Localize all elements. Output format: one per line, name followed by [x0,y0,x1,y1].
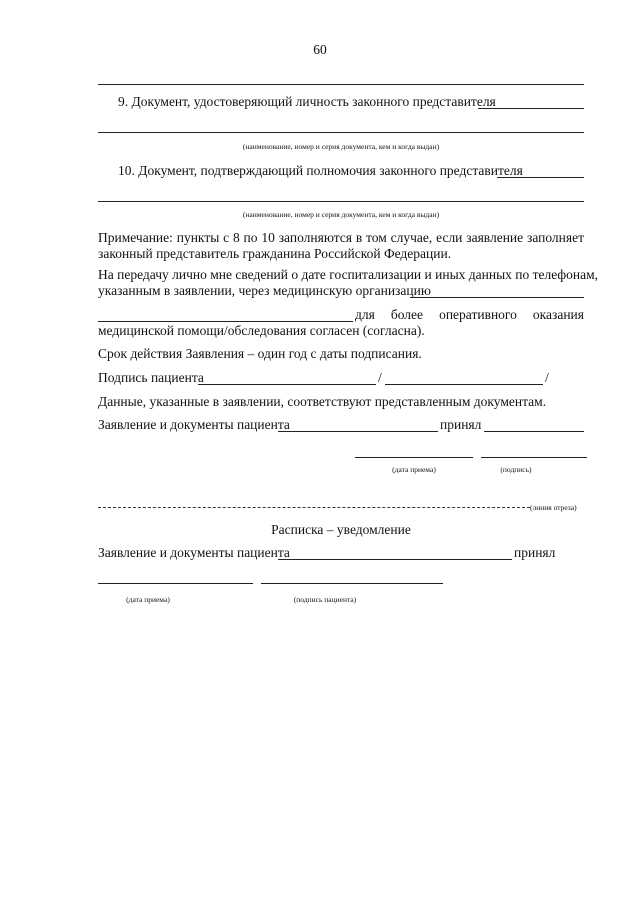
consent-line4: медицинской помощи/обследования согласен (согласна). [98,323,425,338]
cut-line [98,507,530,508]
data-match-text: Данные, указанные в заявлении, соответствуют представленным документам. [98,394,547,409]
signature-slash-1: / [378,370,382,385]
item9-hint: (наименование, номер и серия документа, кем и когда выдан) [242,142,440,151]
note-line1: Примечание: пункты с 8 по 10 заполняются в том случае, если заявление заполняет [98,230,584,245]
consent-line2: указанным в заявлении, через медицинскую организацию [98,283,431,298]
receipt-accepted-label: принял [514,545,556,560]
patient-name-field[interactable] [385,384,543,385]
receipt-signature-hint: (подпись пациента) [293,595,357,604]
cut-line-label: (линия отреза) [530,503,577,512]
item10-label: 10. Документ, подтверждающий полномочия законного представителя [118,163,523,178]
docs-label: Заявление и документы пациента [98,417,290,432]
receipt-docs-field[interactable] [278,559,512,560]
item10-hint: (наименование, номер и серия документа, кем и когда выдан) [242,210,440,219]
consent-line3: для более оперативного оказания [355,307,584,322]
note-line2: законный представитель гражданина Российской Федерации. [98,246,452,261]
item9-field[interactable] [478,108,584,109]
medical-org-field-line2[interactable] [98,321,353,322]
accepted-label: принял [440,417,482,432]
receipt-date-hint: (дата приема) [126,595,170,604]
docs-field[interactable] [278,431,438,432]
receipt-date-field[interactable] [98,583,253,584]
item10-field-line2[interactable] [98,201,584,202]
consent-line1: На передачу лично мне сведений о дате госпитализации и иных данных по телефонам, [98,267,599,282]
receipt-patient-signature-field[interactable] [261,583,443,584]
patient-signature-field[interactable] [198,384,376,385]
patient-signature-label: Подпись пациента [98,370,204,385]
validity-text: Срок действия Заявления – один год с даты подписания. [98,346,422,361]
signature-slash-2: / [545,370,549,385]
item10-field[interactable] [497,177,584,178]
signature-hint: (подпись) [500,465,532,474]
receipt-title: Расписка – уведомление [271,522,411,537]
accepted-by-field[interactable] [484,431,584,432]
accept-signature-field[interactable] [481,457,587,458]
date-hint: (дата приема) [392,465,436,474]
top-line [98,84,584,85]
receipt-docs-label: Заявление и документы пациента [98,545,290,560]
page-number: 60 [313,42,327,57]
item9-field-line2[interactable] [98,132,584,133]
item9-label: 9. Документ, удостоверяющий личность законного представителя [118,94,496,109]
accept-date-field[interactable] [355,457,473,458]
medical-org-field[interactable] [410,297,584,298]
